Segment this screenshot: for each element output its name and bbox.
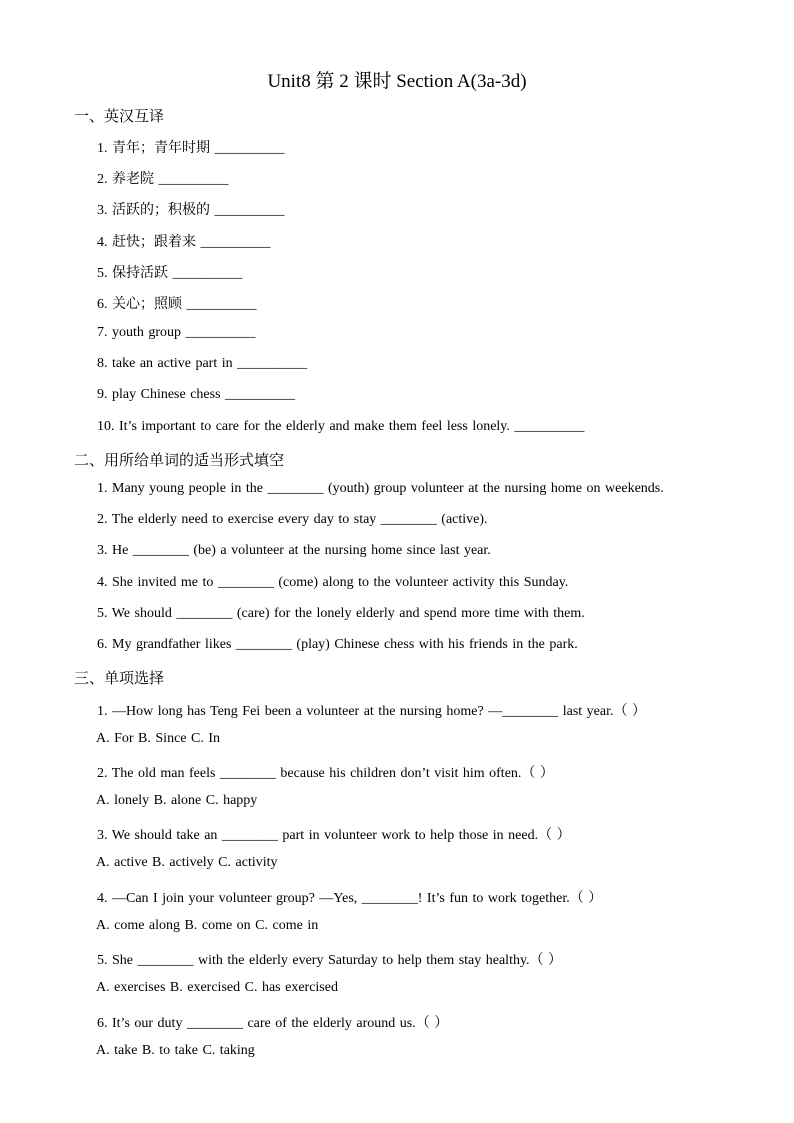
answer-options: A. active B. actively C. activity bbox=[96, 855, 278, 870]
list-item: 10. It’s important to care for the elderly and make them feel less lonely. __________ bbox=[97, 419, 585, 434]
list-item: 9. play Chinese chess __________ bbox=[97, 387, 296, 402]
question: 5. She ________ with the elderly every Saturday to help them stay healthy.（ ） bbox=[97, 953, 563, 968]
list-item: 6. My grandfather likes ________ (play) Chinese chess with his friends in the park. bbox=[97, 637, 578, 652]
question: 6. It’s our duty ________ care of the elderly around us.（ ） bbox=[97, 1016, 449, 1031]
answer-options: A. For B. Since C. In bbox=[96, 731, 220, 746]
section-heading-fill-in: 二、用所给单词的适当形式填空 bbox=[74, 451, 285, 469]
list-item: 2. 养老院 __________ bbox=[97, 172, 229, 187]
answer-options: A. exercises B. exercised C. has exercised bbox=[96, 980, 338, 995]
section-heading-multiple-choice: 三、单项选择 bbox=[74, 669, 165, 687]
list-item: 4. 赶快；跟着来 __________ bbox=[97, 235, 271, 250]
list-item: 8. take an active part in __________ bbox=[97, 356, 308, 371]
question: 1. —How long has Teng Fei been a volunteer at the nursing home? —________ last year.（ ） bbox=[97, 704, 646, 719]
list-item: 5. We should ________ (care) for the lonely elderly and spend more time with them. bbox=[97, 606, 585, 621]
list-item: 2. The elderly need to exercise every day to stay ________ (active). bbox=[97, 512, 488, 527]
list-item: 3. He ________ (be) a volunteer at the nursing home since last year. bbox=[97, 543, 491, 558]
list-item: 5. 保持活跃 __________ bbox=[97, 266, 243, 281]
list-item: 6. 关心；照顾 __________ bbox=[97, 297, 257, 312]
question: 2. The old man feels ________ because his children don’t visit him often.（ ） bbox=[97, 766, 554, 781]
question: 3. We should take an ________ part in volunteer work to help those in need.（ ） bbox=[97, 828, 571, 843]
answer-options: A. take B. to take C. taking bbox=[96, 1043, 255, 1058]
answer-options: A. lonely B. alone C. happy bbox=[96, 793, 258, 808]
list-item: 1. Many young people in the ________ (youth) group volunteer at the nursing home on weekends. bbox=[97, 481, 664, 496]
question: 4. —Can I join your volunteer group? —Yes, ________! It’s fun to work together.（ ） bbox=[97, 891, 603, 906]
list-item: 7. youth group __________ bbox=[97, 325, 256, 340]
list-item: 4. She invited me to ________ (come) along to the volunteer activity this Sunday. bbox=[97, 575, 569, 590]
section-heading-translation: 一、英汉互译 bbox=[74, 107, 165, 125]
page-title: Unit8 第 2 课时 Section A(3a-3d) bbox=[267, 71, 527, 92]
answer-options: A. come along B. come on C. come in bbox=[96, 918, 319, 933]
list-item: 3. 活跃的；积极的 __________ bbox=[97, 203, 285, 218]
list-item: 1. 青年；青年时期 __________ bbox=[97, 141, 285, 156]
